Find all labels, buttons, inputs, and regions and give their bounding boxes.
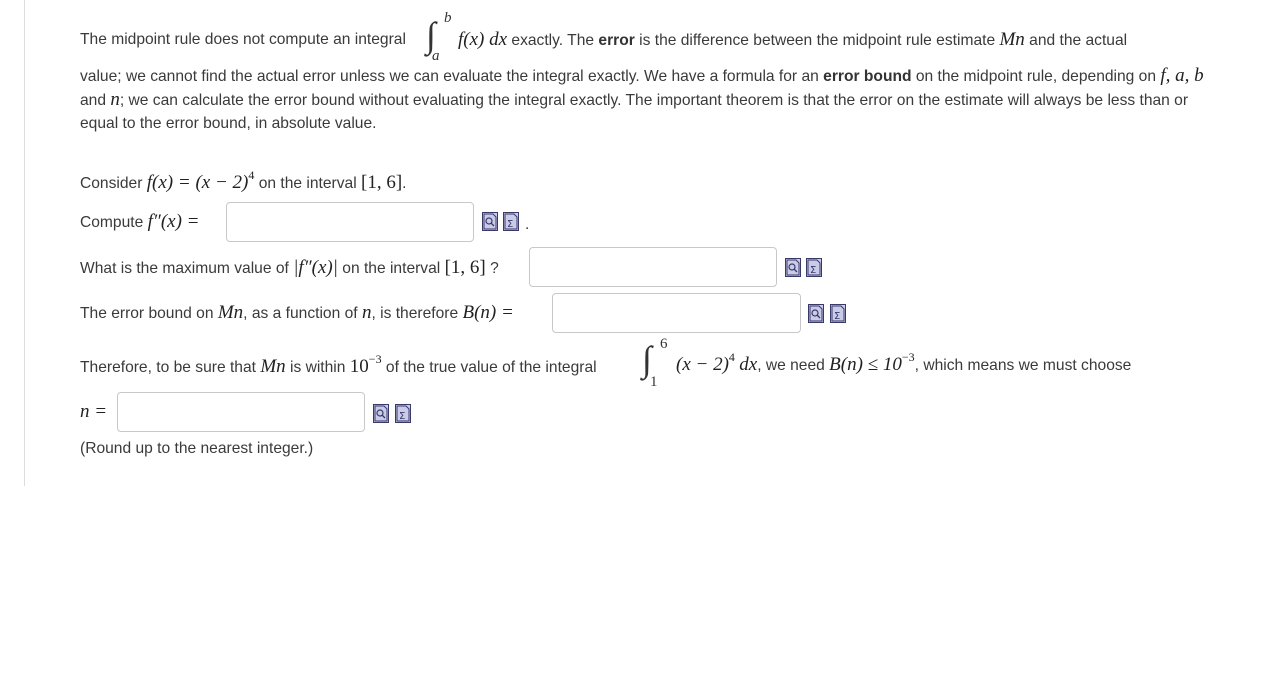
q3-text: , as a function of [243,305,358,322]
intro-line-1b [458,29,1127,51]
q4-text: , which means we must choose [914,357,1132,374]
error-bound-input[interactable] [552,293,801,333]
integral-lower-limit: a [432,48,440,64]
integral-sign: ∫ [642,339,652,379]
integral-lower-limit: 1 [650,374,658,390]
q3-label [80,302,514,324]
bound-condition: B(n) ≤ 10 [829,354,902,375]
consider-line [80,168,407,194]
preview-icon[interactable] [808,304,824,323]
q4-label [80,352,597,378]
svg-text:Σ: Σ [507,219,514,230]
math-Mn: Mn [217,302,244,323]
intro-line-1 [80,31,406,49]
math-n: n [110,89,120,110]
math-n: n [361,302,372,323]
intro-text: is the difference between the midpoint rule estimate [639,32,996,49]
intro-paragraph [80,64,1210,135]
svg-text:Σ: Σ [834,311,841,322]
q2-text: What is the maximum value of [80,260,289,277]
q1-text: Compute [80,214,144,231]
round-note: (Round up to the nearest integer.) [80,440,314,457]
tolerance-base: 10 [349,356,369,377]
q4-label-b [676,350,1132,376]
function-def: f(x) = (x − 2) [146,172,249,193]
error-bound-expr: B(n) = [462,302,514,323]
q3-text: , is therefore [371,305,459,322]
left-divider [24,0,25,486]
consider-text: Consider [80,175,143,192]
preview-icon[interactable] [785,258,801,277]
n-equals: n = [80,401,108,422]
svg-text:Σ: Σ [399,411,406,422]
preview-icon[interactable] [373,404,389,423]
consider-text: on the interval [258,175,357,192]
integral-upper-limit: 6 [660,336,668,352]
math-Mn: Mn [260,356,286,377]
integral-upper-limit: b [444,10,452,26]
preview-icon[interactable] [482,212,498,231]
q4-text: is within [289,359,346,376]
q4-text: of the true value of the integral [385,359,597,376]
intro-text: and [80,92,107,109]
equation-editor-icon[interactable] [503,212,519,231]
intro-text: The midpoint rule does not compute an integral [80,31,406,48]
svg-text:Σ: Σ [810,265,817,276]
q5-label [80,401,107,423]
q2-text: ? [490,260,499,277]
equation-editor-icon[interactable] [395,404,411,423]
n-input[interactable] [117,392,365,432]
integrand: f(x) dx [458,29,508,50]
intro-text: on the midpoint rule, depending on [915,68,1157,85]
q4-text: Therefore, to be sure that [80,359,256,376]
intro-text: and the actual [1029,32,1128,49]
interval: [1, 6] [444,257,486,278]
equation-editor-icon[interactable] [830,304,846,323]
intro-text: exactly. The [511,32,595,49]
intro-text: ; we can calculate the error bound without evaluating the integral exactly. The important theorem is that the error on the estimate will always be [119,92,1104,109]
integral-sign: ∫ [426,15,436,55]
interval: [1, 6] [361,172,403,193]
q1-period: . [525,216,530,233]
tolerance-exponent: −3 [368,352,382,366]
intro-text: value; we cannot find the actual error unless we can evaluate the integral exactly. We have a formula for an [80,68,819,85]
function-exponent: 4 [248,168,255,182]
second-derivative-expr: f″(x) = [147,211,200,232]
integrand-exponent: 4 [728,350,735,364]
bold-term-error-bound: error bound [823,68,912,85]
max-value-input[interactable] [529,247,777,287]
math-Mn: Mn [999,29,1025,50]
consider-text: . [402,175,407,192]
q2-label [80,257,499,279]
q2-text: on the interval [342,260,441,277]
dx: dx [739,354,758,375]
equation-editor-icon[interactable] [806,258,822,277]
second-derivative-input[interactable] [226,202,474,242]
q3-text: The error bound on [80,305,214,322]
bold-term-error: error [598,32,635,49]
abs-second-derivative: |f″(x)| [293,257,338,278]
integrand: (x − 2) [676,354,729,375]
bound-exponent: −3 [901,350,915,364]
intro-text: less than or equal to the error bound, in absolute value. [80,92,1189,132]
q4-text: , we need [757,357,825,374]
math-vars: f, a, b [1160,65,1204,86]
q1-label [80,211,199,233]
